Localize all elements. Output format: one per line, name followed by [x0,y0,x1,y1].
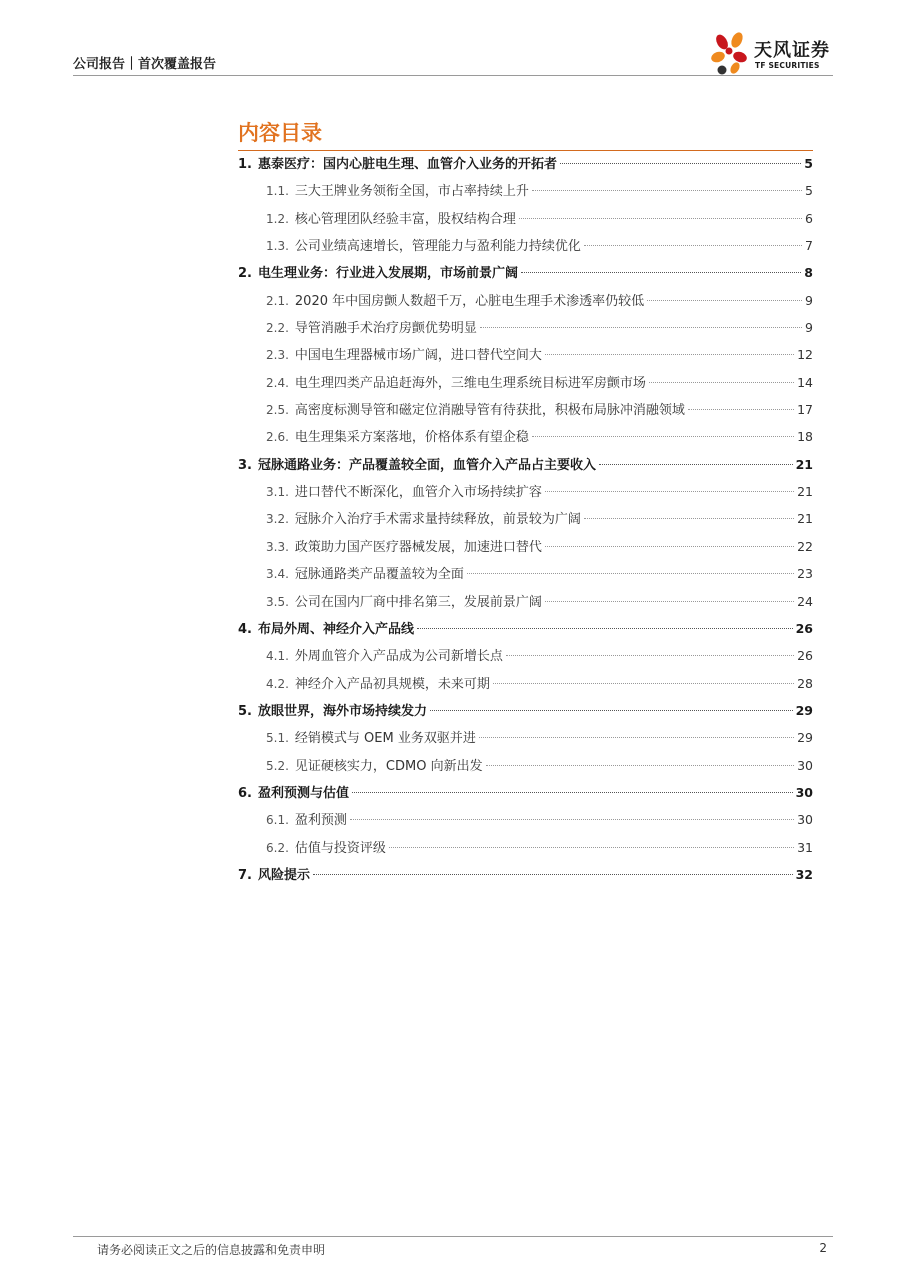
toc-entry-number: 3.3. [266,539,289,554]
footer-page-number: 2 [819,1241,827,1255]
footer-divider [73,1236,833,1237]
toc-entry-title: 放眼世界，海外市场持续发力 [257,703,427,719]
toc-dot-leader [545,546,794,547]
toc-entry-number: 2. [238,266,252,282]
toc-entry-number: 2.1. [266,293,289,308]
toc-dot-leader [493,683,794,684]
toc-entry-title: 见证硬核实力，CDMO 向新出发 [294,758,483,774]
toc-entry-title: 经销模式与 OEM 业务双驱并进 [294,731,476,747]
toc-entry-page: 26 [795,620,813,636]
toc-entry-number: 3.1. [266,485,289,500]
toc-entry-title: 盈利预测 [294,813,347,829]
toc-entry-title: 中国电生理器械市场广阔，进口替代空间大 [294,348,542,364]
toc-entry-number: 6.1. [266,813,289,828]
toc-subsection-link[interactable] [238,232,813,259]
toc-subsection-link[interactable] [238,287,813,314]
toc-dot-leader [417,628,793,629]
toc-entry-title: 冠脉介入治疗手术需求量持续释放，前景较为广阔 [294,512,581,528]
toc-subsection-link[interactable] [238,423,813,450]
toc-entry-page: 23 [797,566,813,582]
toc-title: 内容目录 [238,121,322,145]
toc-entry-title: 冠脉通路类产品覆盖较为全面 [294,567,464,583]
toc-entry-page: 30 [795,784,813,800]
toc-section-link[interactable] [238,697,813,724]
toc-entry-number: 1.3. [266,239,289,254]
toc-entry-page: 26 [797,648,813,664]
toc-subsection-link[interactable] [238,341,813,368]
toc-dot-leader [532,436,794,437]
toc-entry-number: 2.4. [266,375,289,390]
toc-dot-leader [389,847,794,848]
toc-entry-number: 3.2. [266,512,289,527]
toc-subsection-link[interactable] [238,806,813,833]
toc-entry-page: 17 [797,402,813,418]
toc-dot-leader [560,163,801,164]
toc-entry-number: 3.5. [266,594,289,609]
toc-entry-page: 29 [795,702,813,718]
toc-subsection-link[interactable] [238,642,813,669]
toc-entry-page: 31 [797,839,813,855]
toc-subsection-link[interactable] [238,396,813,423]
toc-entry-page: 30 [797,757,813,773]
toc-entry-page: 21 [795,456,813,472]
toc-entry-page: 6 [805,210,813,226]
toc-entry-title: 估值与投资评级 [294,840,386,856]
toc-dot-leader [480,327,802,328]
toc-entry-page: 9 [805,292,813,308]
footer-disclaimer: 请务必阅读正文之后的信息披露和免责申明 [97,1243,326,1257]
toc-entry-page: 28 [797,675,813,691]
toc-entry-title: 2020 年中国房颤人数超千万，心脏电生理手术渗透率仍较低 [294,293,645,309]
toc-dot-leader [521,272,801,273]
toc-entry-page: 8 [804,265,813,281]
table-of-contents [238,150,813,888]
toc-entry-title: 外周血管介入产品成为公司新增长点 [294,649,503,665]
toc-entry-title: 电生理集采方案落地，价格体系有望企稳 [294,430,529,446]
toc-dot-leader [467,573,794,574]
toc-entry-title: 电生理业务：行业进入发展期，市场前景广阔 [257,266,518,282]
toc-entry-title: 神经介入产品初具规模，未来可期 [294,676,490,692]
toc-entry-page: 7 [805,238,813,254]
toc-section-link[interactable] [238,615,813,642]
toc-subsection-link[interactable] [238,724,813,751]
toc-dot-leader [519,218,802,219]
toc-entry-page: 14 [797,374,813,390]
toc-entry-page: 32 [795,866,813,882]
toc-dot-leader [647,300,802,301]
toc-subsection-link[interactable] [238,588,813,615]
toc-entry-number: 1.2. [266,211,289,226]
report-type-label: 公司报告｜首次覆盖报告 [73,57,217,72]
toc-subsection-link[interactable] [238,478,813,505]
toc-section-link[interactable] [238,779,813,806]
toc-entry-number: 5. [238,703,252,719]
toc-section-link[interactable] [238,150,813,177]
toc-subsection-link[interactable] [238,177,813,204]
toc-subsection-link[interactable] [238,314,813,341]
toc-entry-number: 1. [238,157,252,172]
toc-entry-title: 冠脉通路业务：产品覆盖较全面，血管介入产品占主要收入 [257,457,596,473]
toc-entry-title: 惠泰医疗：国内心脏电生理、血管介入业务的开拓者 [257,157,557,172]
toc-entry-page: 5 [804,156,813,171]
toc-entry-title: 盈利预测与估值 [257,785,349,801]
toc-dot-leader [430,710,793,711]
toc-dot-leader [313,874,793,875]
toc-entry-page: 5 [805,183,813,199]
toc-dot-leader [506,655,794,656]
toc-entry-title: 三大王牌业务领衔全国，市占率持续上升 [294,184,529,200]
toc-entry-title: 布局外周、神经介入产品线 [257,621,414,637]
toc-entry-number: 2.3. [266,348,289,363]
toc-subsection-link[interactable] [238,670,813,697]
toc-dot-leader [545,601,794,602]
toc-entry-number: 3. [238,457,252,473]
toc-subsection-link[interactable] [238,369,813,396]
toc-entry-number: 4. [238,621,252,637]
toc-entry-title: 核心管理团队经验丰富，股权结构合理 [294,211,516,227]
toc-subsection-link[interactable] [238,752,813,779]
toc-entry-number: 2.2. [266,321,289,336]
toc-entry-number: 4.2. [266,676,289,691]
toc-section-link[interactable] [238,259,813,286]
toc-entry-title: 电生理四类产品追赶海外，三维电生理系统目标进军房颤市场 [294,375,646,391]
toc-entry-page: 24 [797,593,813,609]
toc-dot-leader [584,518,794,519]
logo-flower-icon [710,30,752,76]
toc-entry-page: 29 [797,730,813,746]
toc-dot-leader [584,245,802,246]
toc-entry-number: 7. [238,867,252,883]
toc-subsection-link[interactable] [238,205,813,232]
toc-subsection-link[interactable] [238,533,813,560]
toc-entry-title: 公司在国内厂商中排名第三，发展前景广阔 [294,594,542,610]
toc-entry-title: 风险提示 [257,867,310,883]
toc-entry-number: 2.6. [266,430,289,445]
toc-entry-number: 5.2. [266,758,289,773]
toc-dot-leader [599,464,793,465]
toc-entry-page: 12 [797,347,813,363]
toc-entry-number: 3.4. [266,567,289,582]
toc-entry-page: 30 [797,812,813,828]
toc-subsection-link[interactable] [238,560,813,587]
toc-entry-page: 22 [797,538,813,554]
toc-dot-leader [649,382,794,383]
toc-entry-number: 6.2. [266,840,289,855]
toc-entry-number: 2.5. [266,403,289,418]
toc-entry-title: 政策助力国产医疗器械发展，加速进口替代 [294,539,542,555]
toc-dot-leader [350,819,794,820]
header-divider [73,75,833,76]
logo-english-name: TF SECURITIES [755,61,820,70]
toc-entry-title: 进口替代不断深化，血管介入市场持续扩容 [294,485,542,501]
toc-dot-leader [545,491,794,492]
toc-dot-leader [545,354,794,355]
toc-entry-number: 6. [238,785,252,801]
toc-entry-title: 公司业绩高速增长，管理能力与盈利能力持续优化 [294,239,581,255]
toc-dot-leader [688,409,794,410]
toc-section-link[interactable] [238,451,813,478]
toc-entry-page: 9 [805,320,813,336]
toc-subsection-link[interactable] [238,505,813,532]
toc-dot-leader [479,737,794,738]
toc-entry-page: 18 [797,429,813,445]
toc-subsection-link[interactable] [238,834,813,861]
logo-chinese-name: 天风证券 [754,40,830,61]
toc-entry-number: 5.1. [266,731,289,746]
toc-section-link[interactable] [238,861,813,888]
toc-entry-number: 1.1. [266,184,289,199]
toc-dot-leader [352,792,793,793]
toc-entry-page: 21 [797,484,813,500]
toc-dot-leader [486,765,795,766]
company-logo [710,30,840,76]
toc-dot-leader [532,190,802,191]
toc-entry-number: 4.1. [266,649,289,664]
toc-entry-page: 21 [797,511,813,527]
toc-entry-title: 高密度标测导管和磁定位消融导管有待获批，积极布局脉冲消融领域 [294,403,685,419]
toc-entry-title: 导管消融手术治疗房颤优势明显 [294,321,477,337]
